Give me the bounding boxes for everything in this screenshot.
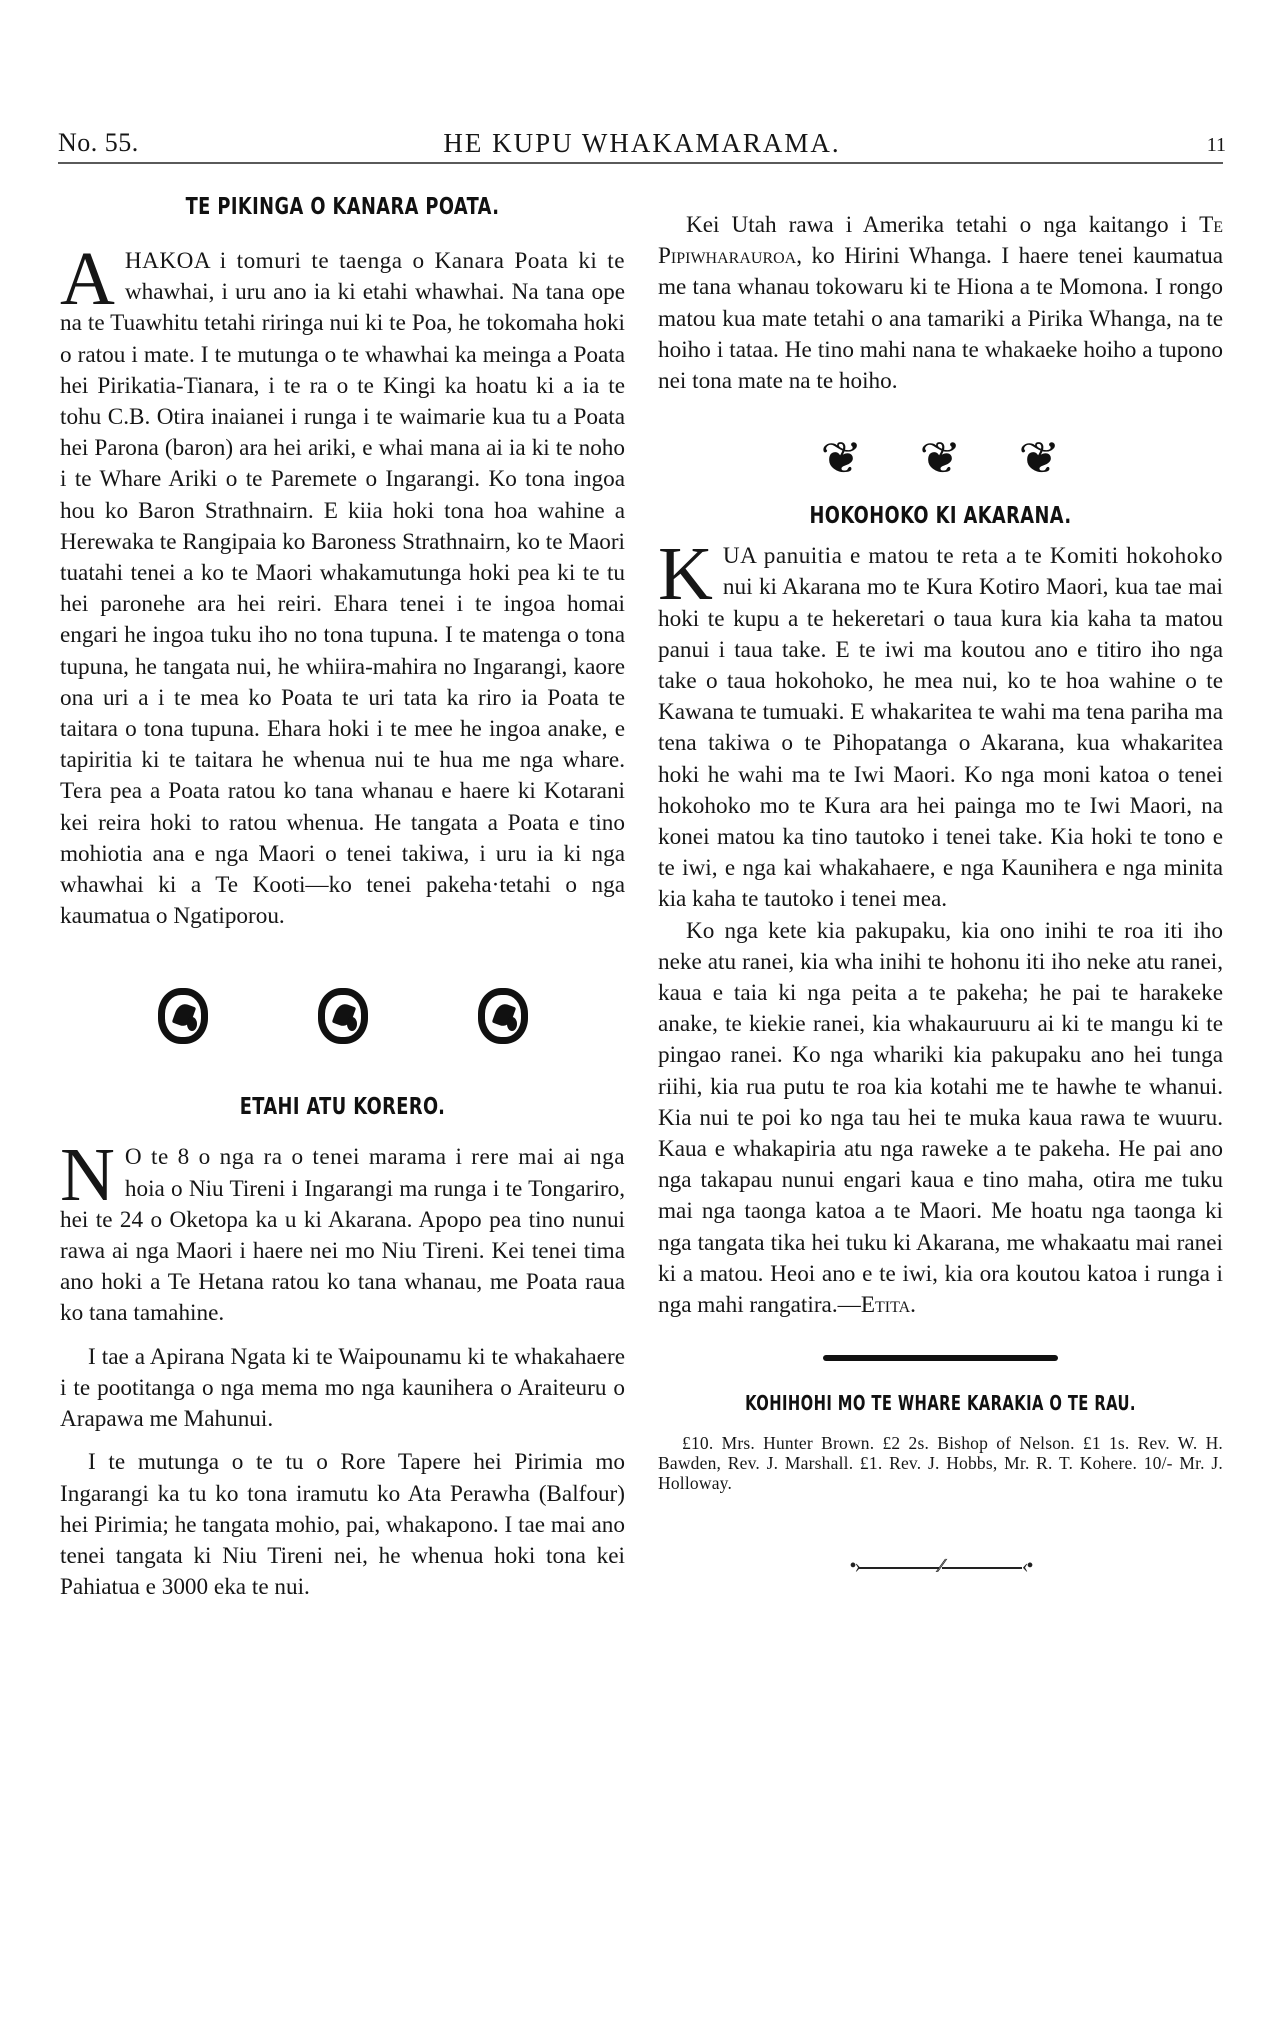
article-text: te 8 o nga ra o tenei marama i rere mai ai nga hoia o Niu Tireni i Ingarangi ma runga i te Tongariro, hei te 24 o Oketopa ka u ki Akarana. Apopo pea tino nunui rawa ai nga Maori i haere nei mo Niu Tireni. Kei tenei tima ano hoki a Te Hetana ratou ko tana whanau, me Poata raua ko tana tamahine. xyxy=(60,1144,625,1327)
section-divider-rule xyxy=(823,1355,1058,1361)
lead-word: UA xyxy=(722,543,757,570)
fern-leaf-ornament-icon: ❦ xyxy=(919,434,962,484)
drop-cap: K xyxy=(658,532,713,617)
article-text: panuitia e matou te reta a te Komiti hokohoko nui ki Akarana mo te Kura Kotiro Maori, kua tae mai hoki te kupu a te hekeretari o taua kura kia kaha ta matou panui i taua take. E te iwi ma koutou ano e titiro iho nga take o taua hokohoko, he mea nui, ko te hoa wahine o te Kawana te tumuaki. E whakaritea te wahi ma tena pariha ma tena takiwa o te Pihopatanga o Akarana, kua whakaritea hoki he wahi ma te Iwi Maori. Ko nga moni katoa o tenei hokohoko mo te Kura ara hei painga mo te Iwi Maori, na konei matou ka tino tautoko i tenei take. Kia hoki te tono e te iwi, e nga kai whakahaere, e nga Kaunihera e nga minita kia kaha te tautoko i tenei mea. xyxy=(658,543,1223,913)
drop-cap: N xyxy=(60,1133,115,1218)
lead-word: HAKOA xyxy=(124,248,210,274)
fern-leaf-ornament-icon: ❦ xyxy=(1018,434,1061,484)
editor-signature: Etita. xyxy=(860,1292,916,1319)
article-body-etahi-3: I te mutunga o te tu o Rore Tapere hei Pirimia mo Ingarangi ka tu ko tona iramutu ko Ata Perawha (Balfour) hei Pirimia; he tangata mohio, pai, whakapono. I tae mai ano tenei tangata ki Niu Tireni nei, he whenua hoki tona kei Pahiatua e 3000 eka te nui. xyxy=(60,1449,625,1601)
running-head xyxy=(58,128,1226,164)
right-column xyxy=(658,210,1223,1578)
article-heading-hokohoko: HOKOHOKO KI AKARANA. xyxy=(809,503,1072,530)
issue-number: No. 55. xyxy=(58,128,139,157)
drop-cap: A xyxy=(60,237,115,321)
ornament-row-ferns xyxy=(658,434,1223,484)
fern-leaf-ornament-icon: ❦ xyxy=(820,434,863,484)
article-body-hokohoko-2: Ko nga kete kia pakupaku, kia ono inihi te roa iti iho neke atu ranei, kia wha inihi te hohonu iti iho neke atu ranei, kaua e taia ki nga peita a te pakeha; he pai te harakeke anake, te kiekie ranei, kia whakauruuru ai ki te mangu ki te pingao ranei. Ko nga whariki kia pakupaku ano hei tunga riihi, kia rua putu te roa kia kotahi me te hawhe te whanui. Kia nui te poi ko nga tau hei te muka kaua rawa te wuuru. Kaua e whakapiria atu nga raweke a te pakeha. He pai ano nga takapau nunui engari kaua e tino maha, otira me tuku mai nga taonga katoa a te Maori. Me hoatu nga taonga ki nga tangata tika hei tuku ki Akarana, me whakaatu mai ranei ki a matou. Heoi ano e te iwi, kia ora koutou katoa i runga i nga mahi rangatira.—Etita. xyxy=(658,917,1223,1319)
page-number: 11 xyxy=(1206,134,1226,156)
celtic-knot-ornament-icon xyxy=(318,988,368,1044)
article-body-etahi-1 xyxy=(60,1133,625,1329)
header-rule xyxy=(58,162,1223,164)
article-body-etahi-2: I tae a Apirana Ngata ki te Waipounamu ki te whakahaere i te pootitanga o nga mema mo nga kaunihera o Araiteuru o Arapawa me Mahunui. xyxy=(60,1343,625,1433)
lead-word: O xyxy=(124,1144,143,1171)
newspaper-name: Te Pipiwharauroa xyxy=(658,212,1223,270)
article-text: i tomuri te taenga o Kanara Poata ki te whawhai, i uru ano ia ki etahi whawhai. Na tana ope na te Tuawhitu tetahi riringa nui ki te Poa, he tokomaha hoki o ratou i mate. I te mutunga o te whawhai ka meinga a Poata hei Pirikatia-Tianara, i te ra o te Kingi ka hoatu ki a ia te tohu C.B. Otira inaianei i runga i te waimarie kua tu a Poata hei Parona (baron) ara hei ariki, e whai mana ai ia ki te noho i te Whare Ariki o te Paremete o Ingarangi. Ko tona ingoa hou ko Baron Strathnairn. E kiia hoki tona hoa wahine a Herewaka te Rangipaia ko Baroness Strathnairn, ko te Maori tuatahi tenei a ko te Maori whakamutunga hoki pea ki te tu hei paronehe ara hei reiri. Ehara tenei i te ingoa homai engari he ingoa tuku iho no tona tupuna. I te matenga o tona tupuna, he tangata nui, he whiira-mahira no Ingarangi, kaore ona uri a i te mea ko Poata te uri tata ka riro ia Poata te taitara o tona tupuna. Ehara hoki i te mee he ingoa anake, e tapiritia ki te taitara he whenua nui te hua me nga whare. Tera pea a Poata ratou ko tana whanau e haere ki Kotarani kei reira hoki to ratou whenua. He tangata a Poata e tino mohiotia ana e nga Maori o tenei takiwa, i uru ia ki nga whawhai ki a Te Kooti—ko tenei pakeha·tetahi o nga kaumatua o Ngatiporou. xyxy=(60,248,626,930)
end-flourish-ornament-icon: •› ∕∕ ‹• xyxy=(849,1555,1032,1578)
left-column xyxy=(60,190,625,1603)
article-heading-pikinga: TE PIKINGA O KANARA POATA. xyxy=(185,194,500,220)
article-heading-kohihohi: KOHIHOHI MO TE WHARE KARAKIA O TE RAU. xyxy=(745,1391,1136,1416)
ornament-row-knots xyxy=(60,988,625,1044)
celtic-knot-ornament-icon xyxy=(158,988,208,1044)
article-body-hokohoko-1 xyxy=(658,532,1223,915)
subscription-list: £10. Mrs. Hunter Brown. £2 2s. Bishop of Nelson. £1 1s. Rev. W. H. Bawden, Rev. J. Marshall. £1. Rev. J. Hobbs, Mr. R. T. Kohere. 10/- Mr. J. Holloway. xyxy=(658,1433,1223,1494)
article-body-pikinga xyxy=(60,237,626,932)
publication-title: HE KUPU WHAKAMARAMA. xyxy=(443,128,841,158)
article-body-utah: Kei Utah rawa i Amerika tetahi o nga kaitango i Te Pipiwharauroa, ko Hirini Whanga. I haere tenei kaumatua me tana whanau tokowaru ki te Hiona a te Momona. I rongo matou kua mate tetahi o ana tamariki a Pirika Whanga, na te hoiho i tataa. He tino mahi nana te whakaeke hoiho a tupono nei tona mate na te hoiho. xyxy=(658,212,1223,395)
article-heading-etahi: ETAHI ATU KORERO. xyxy=(239,1094,446,1121)
celtic-knot-ornament-icon xyxy=(478,988,528,1044)
